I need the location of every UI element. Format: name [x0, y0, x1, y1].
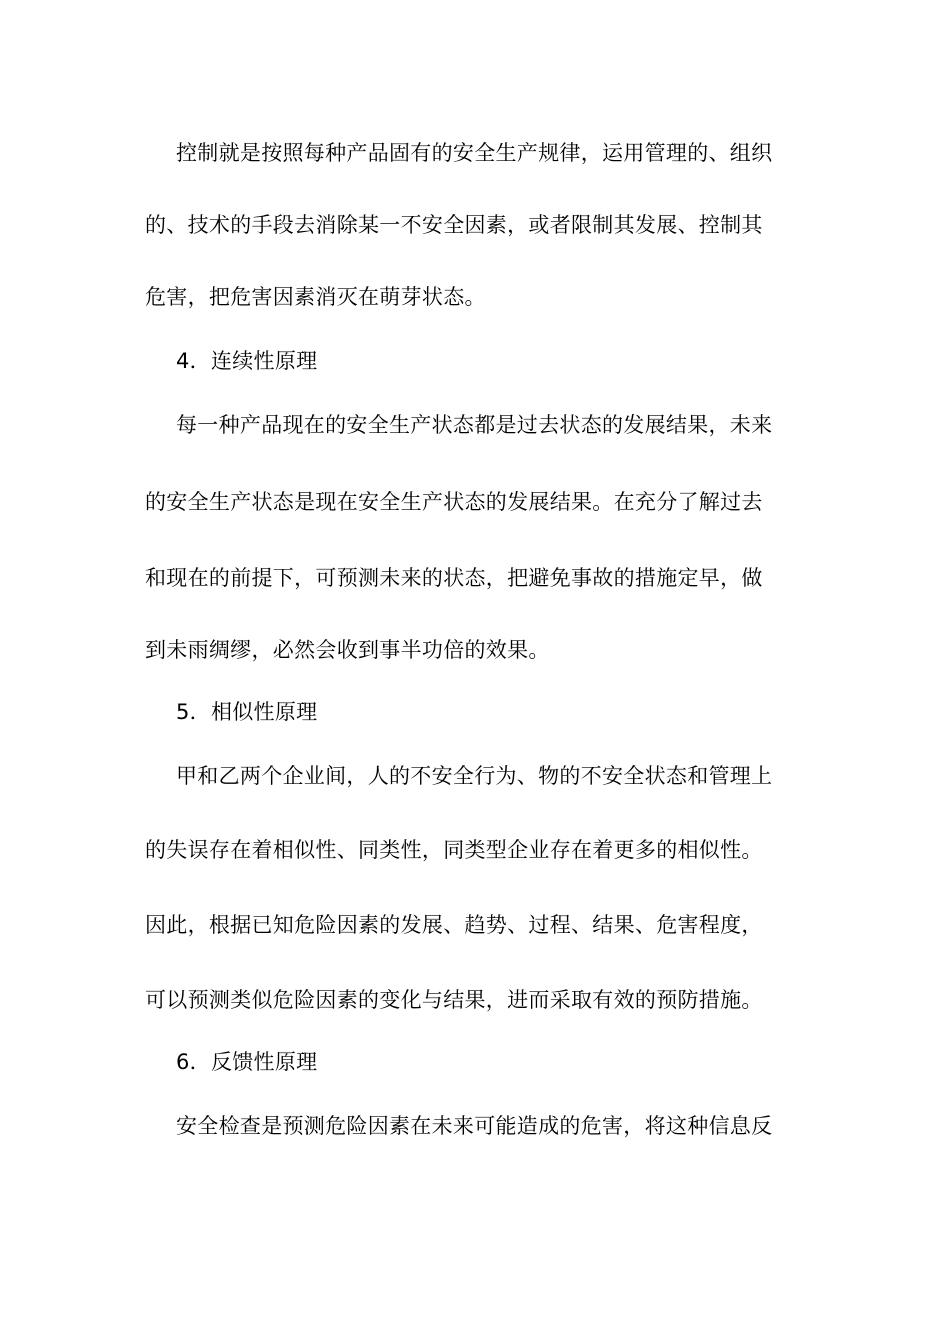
paragraph-line: 的失误存在着相似性、同类性，同类型企业存在着更多的相似性。 [145, 838, 763, 862]
paragraph-line: 到未雨绸缪，必然会收到事半功倍的效果。 [145, 638, 550, 662]
paragraph-line: 可以预测类似危险因素的变化与结果，进而采取有效的预防措施。 [145, 988, 763, 1012]
paragraph-line: 控制就是按照每种产品固有的安全生产规律，运用管理的、组织 [176, 141, 773, 165]
section-heading: 5．相似性原理 [176, 700, 318, 724]
paragraph-line: 危害，把危害因素消灭在萌芽状态。 [145, 285, 486, 309]
paragraph-line: 的、技术的手段去消除某一不安全因素，或者限制其发展、控制其 [145, 213, 763, 237]
paragraph-line: 安全检查是预测危险因素在未来可能造成的危害，将这种信息反 [176, 1114, 773, 1138]
paragraph-line: 每一种产品现在的安全生产状态都是过去状态的发展结果，未来 [176, 413, 773, 437]
section-heading: 6．反馈性原理 [176, 1050, 318, 1074]
paragraph-line: 甲和乙两个企业间，人的不安全行为、物的不安全状态和管理上 [176, 764, 773, 788]
paragraph-line: 因此，根据已知危险因素的发展、趋势、过程、结果、危害程度， [145, 913, 763, 937]
paragraph-line: 和现在的前提下，可预测未来的状态，把避免事故的措施定早，做 [145, 566, 763, 590]
section-heading: 4．连续性原理 [176, 349, 318, 373]
paragraph-line: 的安全生产状态是现在安全生产状态的发展结果。在充分了解过去 [145, 490, 763, 514]
